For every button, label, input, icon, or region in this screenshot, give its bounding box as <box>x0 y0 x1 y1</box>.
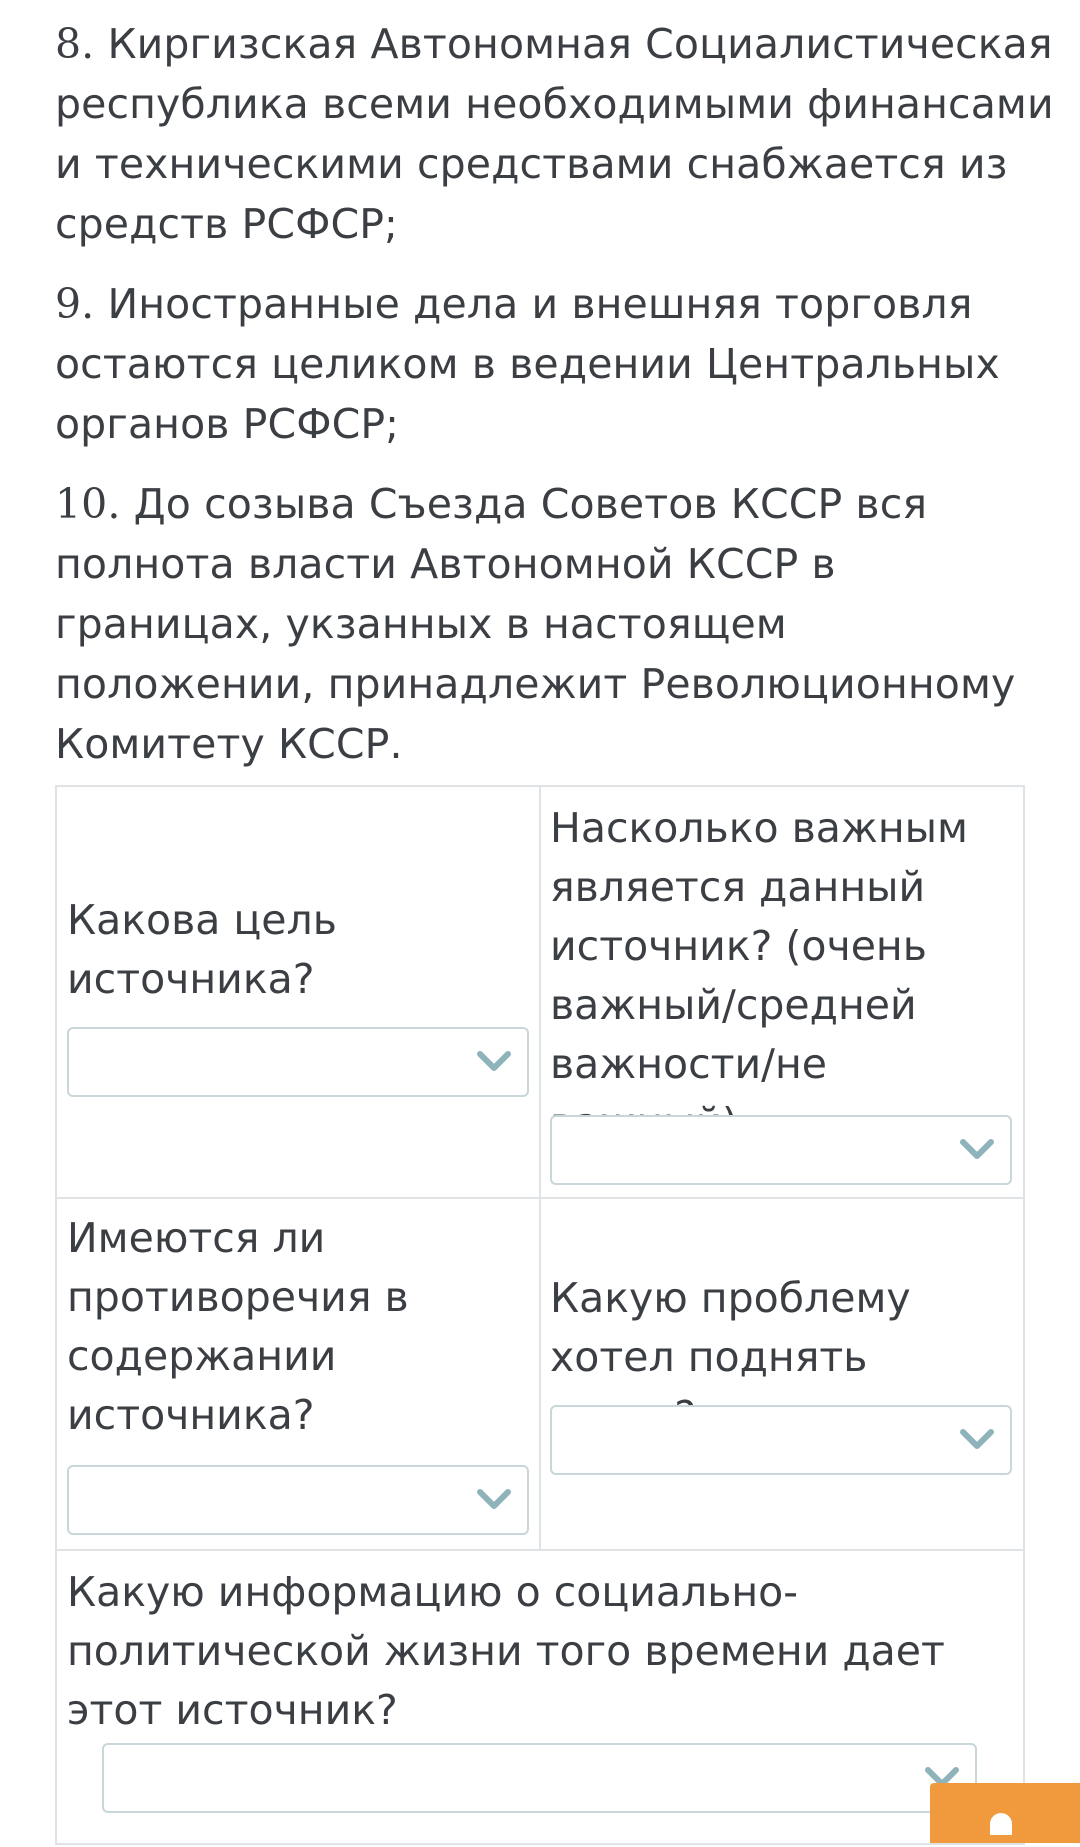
chevron-down-icon <box>958 1135 996 1163</box>
table-cell-problem <box>550 1199 1020 1549</box>
importance-select[interactable] <box>550 1115 1012 1185</box>
question-table <box>55 785 1025 1845</box>
paragraph-number: 10. <box>55 480 121 528</box>
question-label: Какую проблему хотел поднять <box>550 1274 911 1381</box>
question-label: Имеются ли противоречия в содержании источника? <box>67 1214 409 1439</box>
information-select[interactable] <box>102 1743 977 1813</box>
chevron-down-icon <box>958 1425 996 1453</box>
paragraph-10 <box>55 474 1055 774</box>
contradictions-select[interactable] <box>67 1465 529 1535</box>
chevron-down-icon <box>475 1485 513 1513</box>
table-cell-importance <box>550 787 1020 1197</box>
scroll-up-button[interactable] <box>930 1783 1080 1843</box>
paragraph-text: Иностранные дела и внешняя торговля остаются целиком в ведении Центральных органов РСФСР; <box>55 280 1000 448</box>
table-cell-information <box>67 1551 1017 1847</box>
question-label: Какова цель источника? <box>67 896 337 1003</box>
table-cell-contradictions <box>67 1199 537 1549</box>
paragraph-text: До созыва Съезда Советов КССР вся полнота власти Автономной КССР в границах, укзанных в настоящем положении, принадлежит Революционному Комитету КССР. <box>55 480 1016 768</box>
paragraph-8 <box>55 14 1055 254</box>
paragraph-9 <box>55 274 1055 454</box>
paragraph-text: Киргизская Автономная Социалистическая республика всеми необходимыми финансами и техническими средствами снабжается из средств РСФСР; <box>55 20 1054 248</box>
column-divider <box>539 787 541 1551</box>
paragraph-number: 8. <box>55 20 95 68</box>
problem-select[interactable] <box>550 1405 1012 1475</box>
table-cell-purpose <box>67 787 537 1197</box>
document-text <box>55 0 1055 794</box>
up-arrow-icon <box>990 1813 1012 1835</box>
paragraph-number: 9. <box>55 280 95 328</box>
question-label: Какую информацию о социально-политической жизни того времени дает этот источник? <box>67 1568 945 1734</box>
chevron-down-icon <box>475 1047 513 1075</box>
purpose-select[interactable] <box>67 1027 529 1097</box>
question-label: Насколько важным является данный источник? (очень важный/средней важности/не <box>550 804 968 1088</box>
